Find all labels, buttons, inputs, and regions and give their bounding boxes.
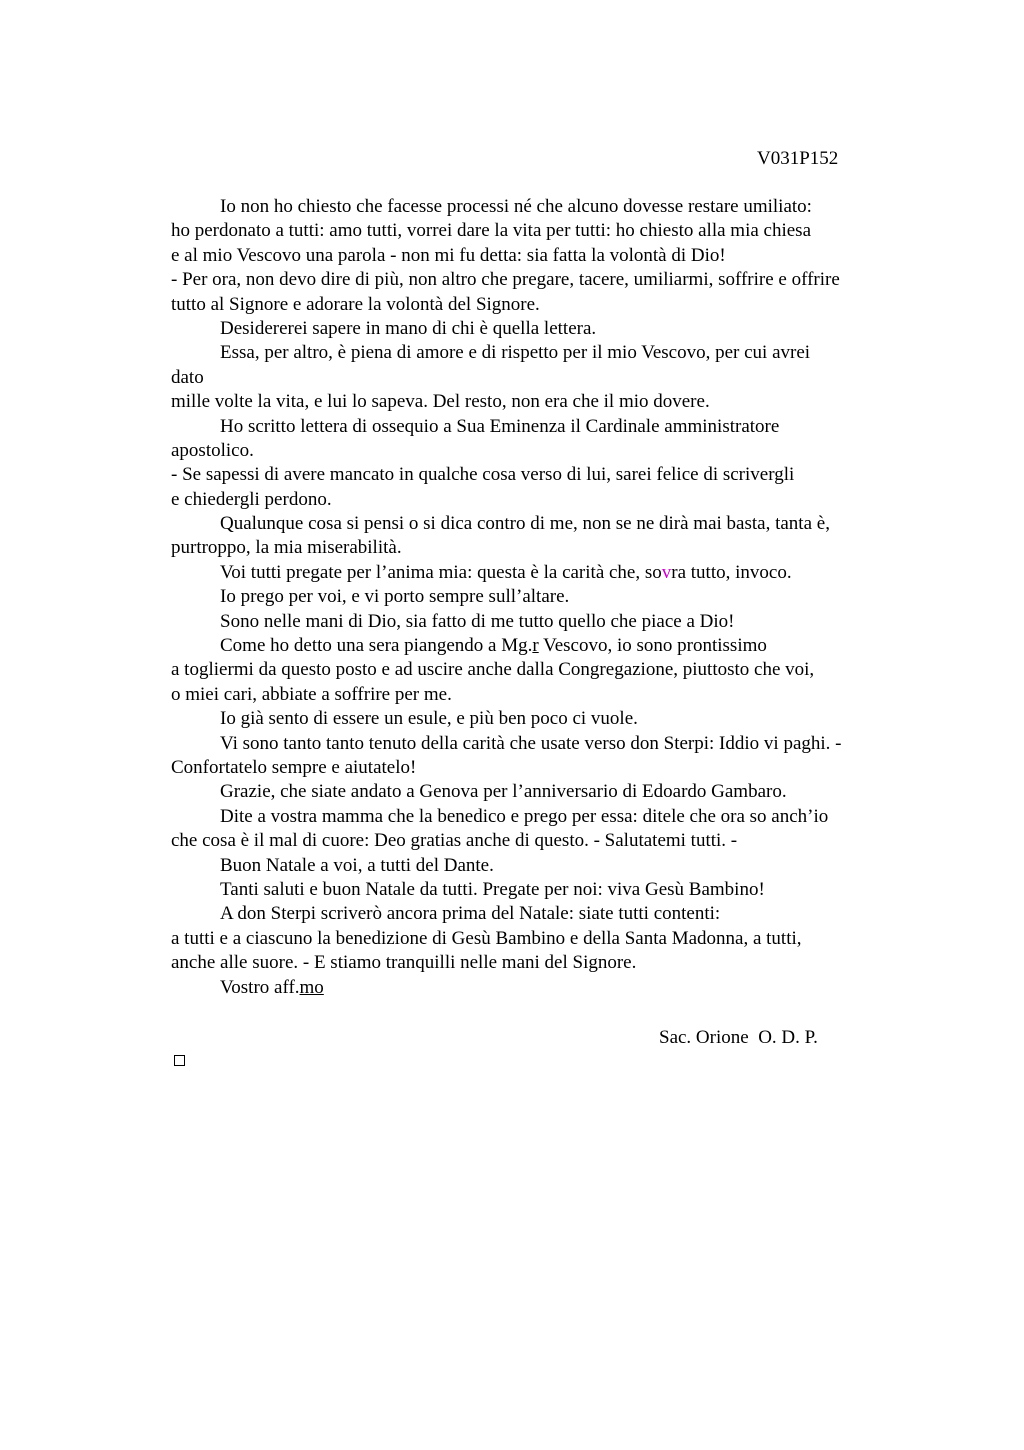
highlighted-letter: v <box>661 561 672 583</box>
text-line: a togliermi da questo posto e ad uscire anche dalla Congregazione, piuttosto che voi, <box>171 659 815 681</box>
text-line: Io prego per voi, e vi porto sempre sull’altare. <box>220 586 570 608</box>
text-line: Tanti saluti e buon Natale da tutti. Pregate per noi: viva Gesù Bambino! <box>220 878 765 900</box>
text-line: Qualunque cosa si pensi o si dica contro di me, non se ne dirà mai basta, tanta è, <box>220 513 830 535</box>
underlined-abbreviation: r <box>532 635 539 657</box>
text-line: - Se sapessi di avere mancato in qualche cosa verso di lui, sarei felice di scrivergli <box>171 464 795 486</box>
text-line: Dite a vostra mamma che la benedico e prego per essa: ditele che ora so anch’io <box>220 805 829 827</box>
text-line: a tutti e a ciascuno la benedizione di Gesù Bambino e della Santa Madonna, a tutti, <box>171 927 802 949</box>
text-line: dato <box>171 366 204 388</box>
underlined-abbreviation: mo <box>299 976 324 998</box>
text-line: e chiedergli perdono. <box>171 488 332 510</box>
text-line: tutto al Signore e adorare la volontà del Signore. <box>171 293 540 315</box>
text-fragment: Vostro aff. <box>220 976 300 998</box>
text-line: che cosa è il mal di cuore: Deo gratias anche di questo. - Salutatemi tutti. - <box>171 830 738 852</box>
text-line: apostolico. <box>171 439 254 461</box>
text-line: Io non ho chiesto che facesse processi né che alcuno dovesse restare umiliato: <box>220 196 812 217</box>
signature: Sac. Orione O. D. P. <box>659 1027 818 1048</box>
text-line: Sono nelle mani di Dio, sia fatto di me tutto quello che piace a Dio! <box>220 610 735 632</box>
text-line: Io già sento di essere un esule, e più ben poco ci vuole. <box>220 708 638 730</box>
text-line: ho perdonato a tutti: amo tutti, vorrei dare la vita per tutti: ho chiesto alla mia chiesa <box>171 220 811 242</box>
end-of-document-box-icon <box>174 1055 185 1066</box>
text-line: o miei cari, abbiate a soffrire per me. <box>171 683 452 705</box>
closing-line <box>171 976 931 1000</box>
text-line: Desidererei sapere in mano di chi è quella lettera. <box>220 317 597 339</box>
text-line: Vi sono tanto tanto tenuto della carità che usate verso don Sterpi: Iddio vi paghi. - <box>220 732 842 754</box>
text-line: Confortatelo sempre e aiutatelo! <box>171 756 417 778</box>
text-line: anche alle suore. - E stiamo tranquilli nelle mani del Signore. <box>171 952 637 974</box>
text-line: e al mio Vescovo una parola - non mi fu detta: sia fatta la volontà di Dio! <box>171 244 726 266</box>
text-fragment: Vescovo, io sono prontissimo <box>538 635 767 657</box>
text-line <box>171 634 931 658</box>
text-line: Grazie, che siate andato a Genova per l’anniversario di Edoardo Gambaro. <box>220 781 787 803</box>
text-fragment: Voi tutti pregate per l’anima mia: questa è la carità che, so <box>220 561 662 583</box>
text-line: Buon Natale a voi, a tutti del Dante. <box>220 854 494 876</box>
text-fragment: Come ho detto una sera piangendo a Mg. <box>220 635 533 657</box>
text-line <box>171 561 931 585</box>
letter-body <box>171 195 931 1000</box>
text-fragment: ra tutto, invoco. <box>671 561 792 583</box>
text-line: mille volte la vita, e lui lo sapeva. Del resto, non era che il mio dovere. <box>171 391 710 413</box>
text-line: A don Sterpi scriverò ancora prima del Natale: siate tutti contenti: <box>220 903 721 925</box>
text-line: Essa, per altro, è piena di amore e di rispetto per il mio Vescovo, per cui avrei <box>220 342 811 364</box>
text-line: purtroppo, la mia miserabilità. <box>171 537 402 559</box>
text-line: Ho scritto lettera di ossequio a Sua Eminenza il Cardinale amministratore <box>220 415 780 437</box>
text-line: - Per ora, non devo dire di più, non altro che pregare, tacere, umiliarmi, soffrire e offrire <box>171 269 840 291</box>
page-id: V031P152 <box>757 148 839 169</box>
